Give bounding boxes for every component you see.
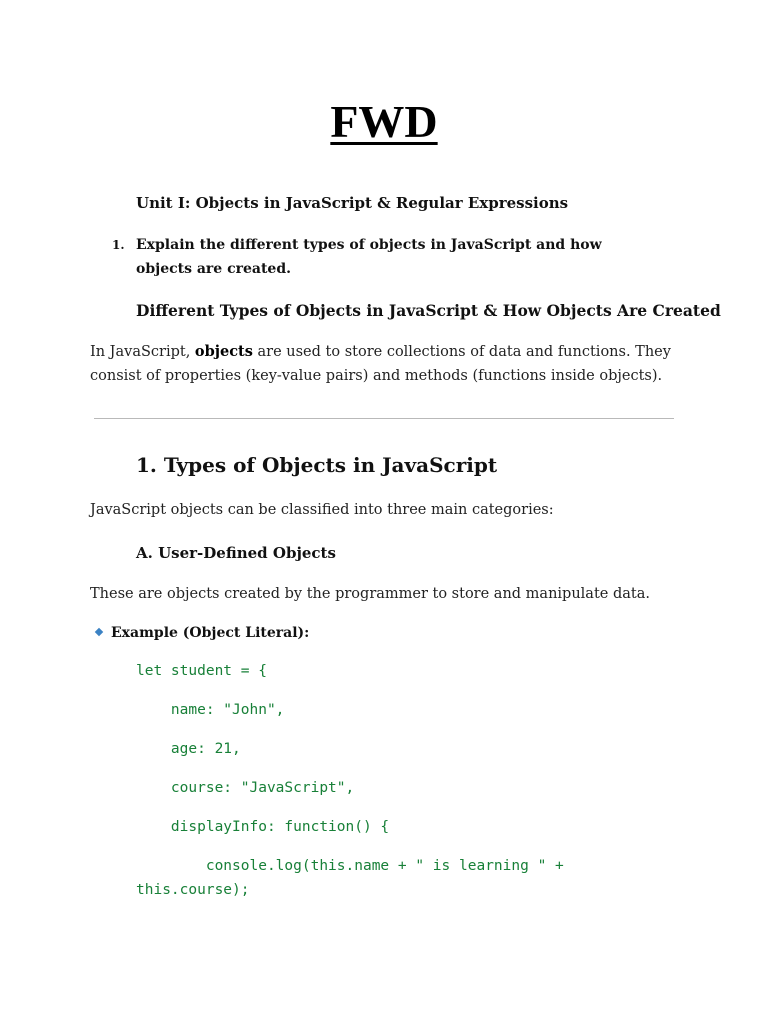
code-line: displayInfo: function() {: [136, 819, 390, 835]
answer-heading: Different Types of Objects in JavaScript & How Objects Are Created: [136, 301, 721, 320]
subsection-heading: A. User-Defined Objects: [136, 544, 336, 562]
diamond-bullet-icon: [95, 628, 103, 636]
intro-keyword: objects: [194, 343, 253, 360]
example-label-text: Example (Object Literal):: [111, 625, 310, 641]
code-line: age: 21,: [136, 741, 241, 757]
code-line: course: "JavaScript",: [136, 780, 355, 796]
section-intro: JavaScript objects can be classified into three main categories:: [90, 502, 554, 518]
unit-heading: Unit I: Objects in JavaScript & Regular Expressions: [136, 194, 569, 212]
question-item: [112, 233, 652, 281]
code-line: console.log(this.name + " is learning " +: [136, 858, 564, 874]
section-heading: 1. Types of Objects in JavaScript: [136, 453, 498, 477]
question-text: Explain the different types of objects in JavaScript and how objects are created.: [136, 237, 602, 277]
document-title: FWD: [330, 96, 438, 147]
code-line: let student = {: [136, 663, 267, 679]
code-line: name: "John",: [136, 702, 285, 718]
horizontal-divider: [94, 418, 674, 419]
subsection-text: These are objects created by the programmer to store and manipulate data.: [90, 586, 650, 602]
code-line: this.course);: [136, 882, 250, 898]
intro-paragraph: [90, 340, 680, 388]
intro-text-before: In JavaScript,: [90, 344, 195, 360]
example-label: [96, 622, 309, 644]
intro-text-after: are used to store collections of data and functions. They consist of properties (key-value pairs) and methods (functions inside objects).: [90, 344, 671, 384]
question-number: 1.: [112, 238, 125, 252]
